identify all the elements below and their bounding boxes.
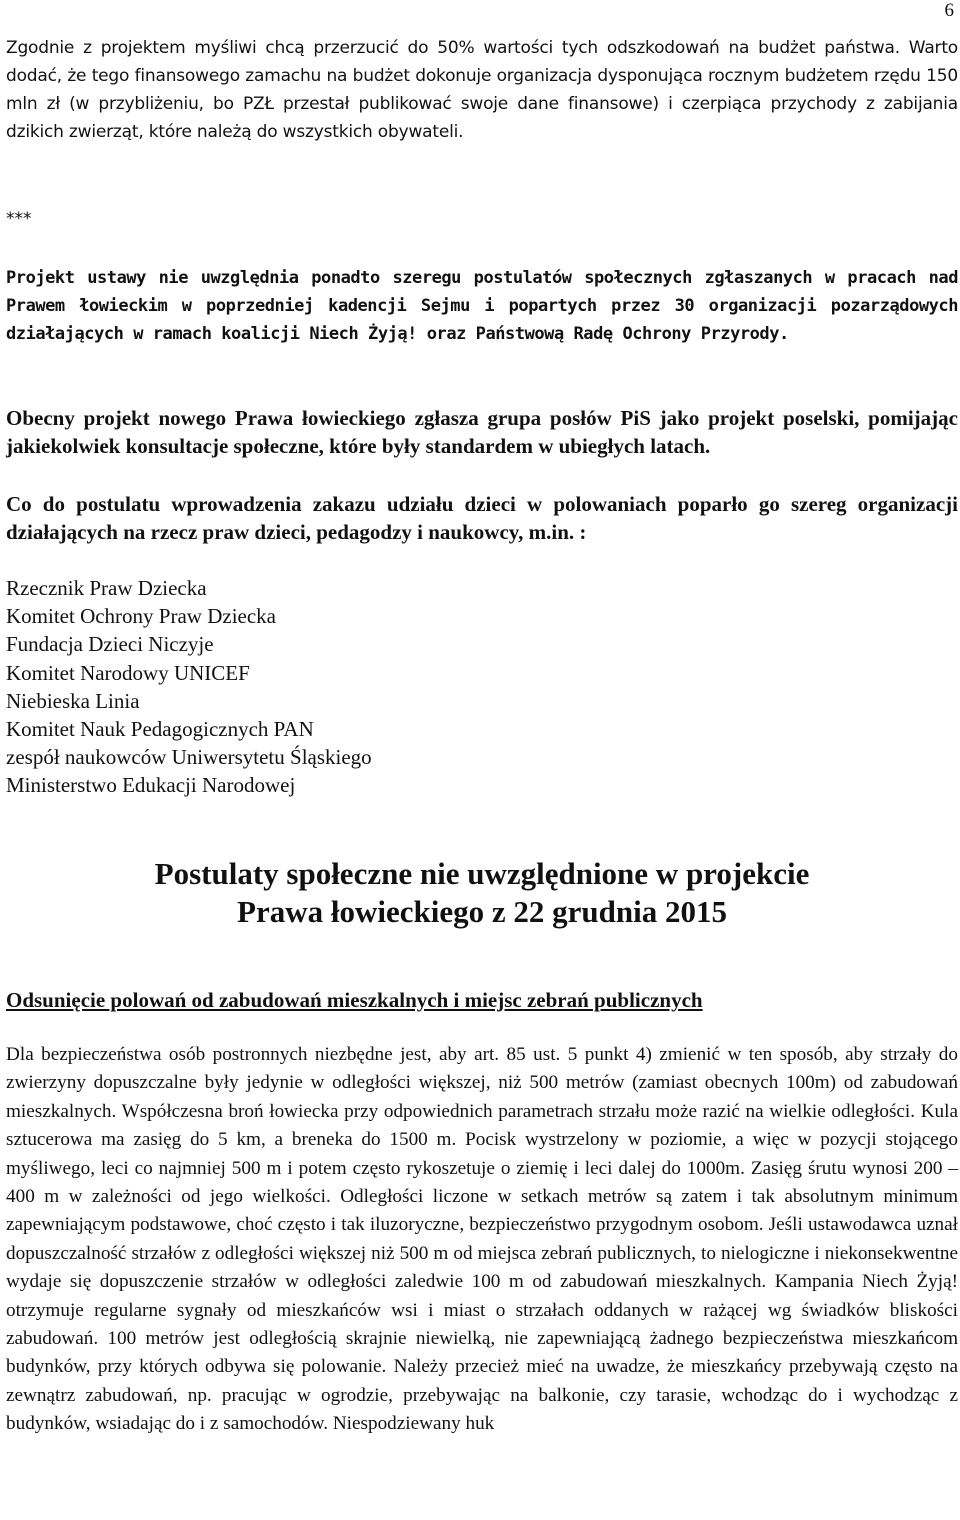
section-separator: *** [6,209,32,229]
projekt-paragraph: Projekt ustawy nie uwzględnia ponadto szeregu postulatów społecznych zgłaszanych w pracach nad Prawem łowieckim w poprzedniej kadencji Sejmu i popartych przez 30 organizacji pozarządowych działających w ramach koalicji Niech Żyją! oraz Państwową Radę Ochrony Przyrody. [6,268,958,344]
list-item: Ministerstwo Edukacji Narodowej [6,773,296,798]
list-item: Komitet Narodowy UNICEF [6,660,250,685]
organizations-list [6,574,372,800]
section-heading-line-1: Postulaty społeczne nie uwzględnione w projekcie [154,856,810,891]
body-paragraph: Dla bezpieczeństwa osób postronnych niezbędne jest, aby art. 85 ust. 5 punkt 4) zmienić w ten sposób, aby strzały do zwierzyny dopuszczalne były jedynie w odległości większej, niż 500 metrów (zamiast obecnych 100m) od zabudowań mieszkalnych. Współczesna broń łowiecka przy odpowiednich parametrach strzału może razić na wielkie odległości. Kula sztucerowa ma zasięg do 5 km, a breneka do 1500 m. Pocisk wystrzelony w poziomie, a więc w pozycji stojącego myśliwego, leci co najmniej 500 m i potem często rykoszetuje o ziemię i leci dalej do 1000m. Zasięg śrutu wynosi 200 – 400 m w zależności od jego wielkości. Odległości liczone w setkach metrów są zatem i tak absolutnym minimum zapewniającym podstawowe, choć często i tak iluzoryczne, bezpieczeństwo przygodnym osobom. Jeśli ustawodawca uznał dopuszczalność strzałów z odległości większej niż 500 m od miejsca zebrań publicznych, to nielogiczne i niekonsekwentne wydaje się dopuszczenie strzałów w odległości zaledwie 100 m od zabudowań mieszkalnych. Kampania Niech Żyją! otrzymuje regularne sygnały od mieszkańców wsi i miast o strzałach oddanych w rażącej wg świadków bliskości zabudowań. 100 metrów jest odległością skrajnie niewielką, nie zapewniającą żadnego bezpieczeństwa mieszkańcom budynków, przy których odbywa się polowanie. Należy przecież mieć na uwadze, że mieszkańcy przebywają często na zewnątrz zabudowań, np. pracując w ogrodzie, przebywając na balkonie, czy tarasie, wchodząc do i wychodząc z budynków, wsiadając do i z samochodów. Niespodziewany huk [6,1044,958,1435]
obecny-paragraph: Obecny projekt nowego Prawa łowieckiego zgłasza grupa posłów PiS jako projekt poselski, pomijając jakiekolwiek konsultacje społeczne, które były standardem w ubiegłych latach. [6,406,958,458]
list-item: Komitet Ochrony Praw Dziecka [6,604,276,629]
page-number: 6 [944,0,954,21]
section-heading [6,855,958,931]
list-item: Rzecznik Praw Dziecka [6,576,207,600]
intro-paragraph: Zgodnie z projektem myśliwi chcą przerzucić do 50% wartości tych odszkodowań na budżet państwa. Warto dodać, że tego finansowego zamachu na budżet dokonuje organizacja dysponująca rocznym budżetem rzędu 150 mln zł (w przybliżeniu, bo PZŁ przestał publikować swoje dane finansowe) i czerpiąca przychody z zabijania dzikich zwierząt, które należą do wszystkich obywateli. [6,38,958,142]
list-item: Niebieska Linia [6,688,140,713]
postulat-paragraph: Co do postulatu wprowadzenia zakazu udziału dzieci w polowaniach poparło go szereg organizacji działających na rzecz praw dzieci, pedagodzy i naukowcy, m.in. : [6,492,958,544]
section-heading-line-2: Prawa łowieckiego z 22 grudnia 2015 [237,894,727,929]
section-subheading: Odsunięcie polowań od zabudowań mieszkalnych i miejsc zebrań publicznych [6,988,703,1012]
list-item: zespół naukowców Uniwersytetu Śląskiego [6,745,372,770]
list-item: Fundacja Dzieci Niczyje [6,632,214,657]
list-item: Komitet Nauk Pedagogicznych PAN [6,717,314,742]
